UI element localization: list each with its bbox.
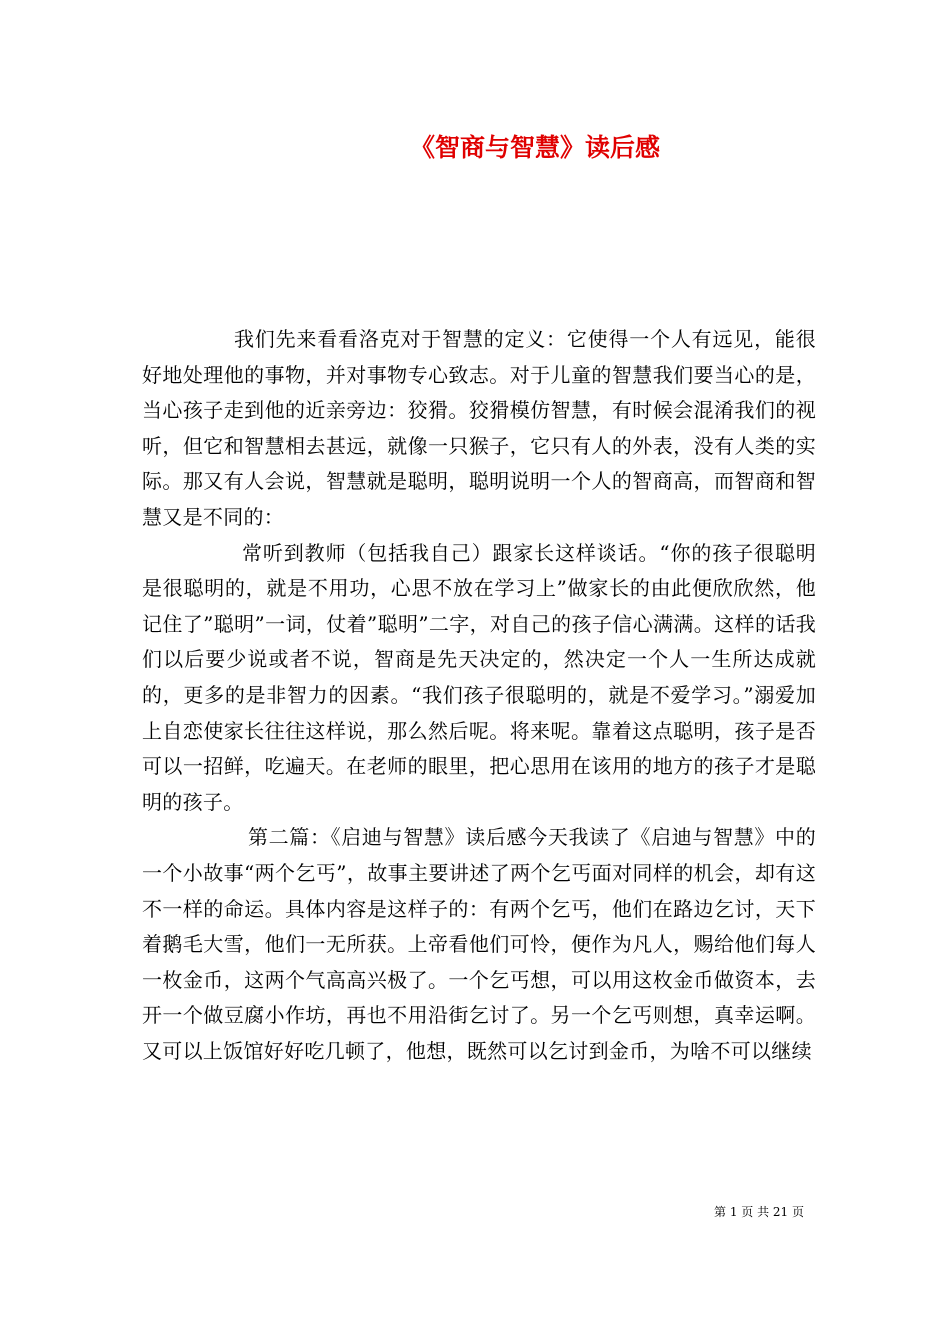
page-number-footer: 第 1 页 共 21 页 bbox=[714, 1205, 804, 1219]
paragraph-1: 我们先来看看洛克对于智慧的定义：它使得一个人有远见，能很好地处理他的事物，并对事物专心致志。对于儿童的智慧我们要当心的是，当心孩子走到他的近亲旁边：狡猾。狡猾模仿智慧，有时候会混淆我们的视听，但它和智慧相去甚远，就像一只猴子，它只有人的外表，没有人类的实际。那又有人会说，智慧就是聪明，聪明说明一个人的智商高，而智商和智慧又是不同的： bbox=[142, 327, 816, 529]
document-body bbox=[142, 322, 816, 1069]
paragraph-2: 常听到教师（包括我自己）跟家长这样谈话。“你的孩子很聪明是很聪明的，就是不用功，心思不放在学习上”做家长的由此便欣欣然，他记住了”聪明”一词，仗着”聪明”二字，对自己的孩子信心满满。这样的话我们以后要少说或者不说，智商是先天决定的，然决定一个人一生所达成就的，更多的是非智力的因素。“我们孩子很聪明的，就是不爱学习。”溺爱加上自恋使家长往往这样说，那么然后呢。将来呢。靠着这点聪明，孩子是否可以一招鲜，吃遍天。在老师的眼里，把心思用在该用的地方的孩子才是聪明的孩子。 bbox=[142, 540, 816, 814]
paragraph-3: 第二篇：《启迪与智慧》读后感今天我读了《启迪与智慧》中的一个小故事“两个乞丐”，故事主要讲述了两个乞丐面对同样的机会，却有这不一样的命运。具体内容是这样子的：有两个乞丐，他们在路边乞讨，天下着鹅毛大雪，他们一无所获。上帝看他们可怜，便作为凡人，赐给他们每人一枚金币，这两个气高高兴极了。一个乞丐想，可以用这枚金币做资本，去开一个做豆腐小作坊，再也不用沿街乞讨了。另一个乞丐则想，真幸运啊。又可以上饭馆好好吃几顿了，他想，既然可以乞讨到金币，为啥不可以继续 bbox=[142, 825, 816, 1063]
document-title: 《智商与智慧》读后感 bbox=[409, 133, 660, 162]
